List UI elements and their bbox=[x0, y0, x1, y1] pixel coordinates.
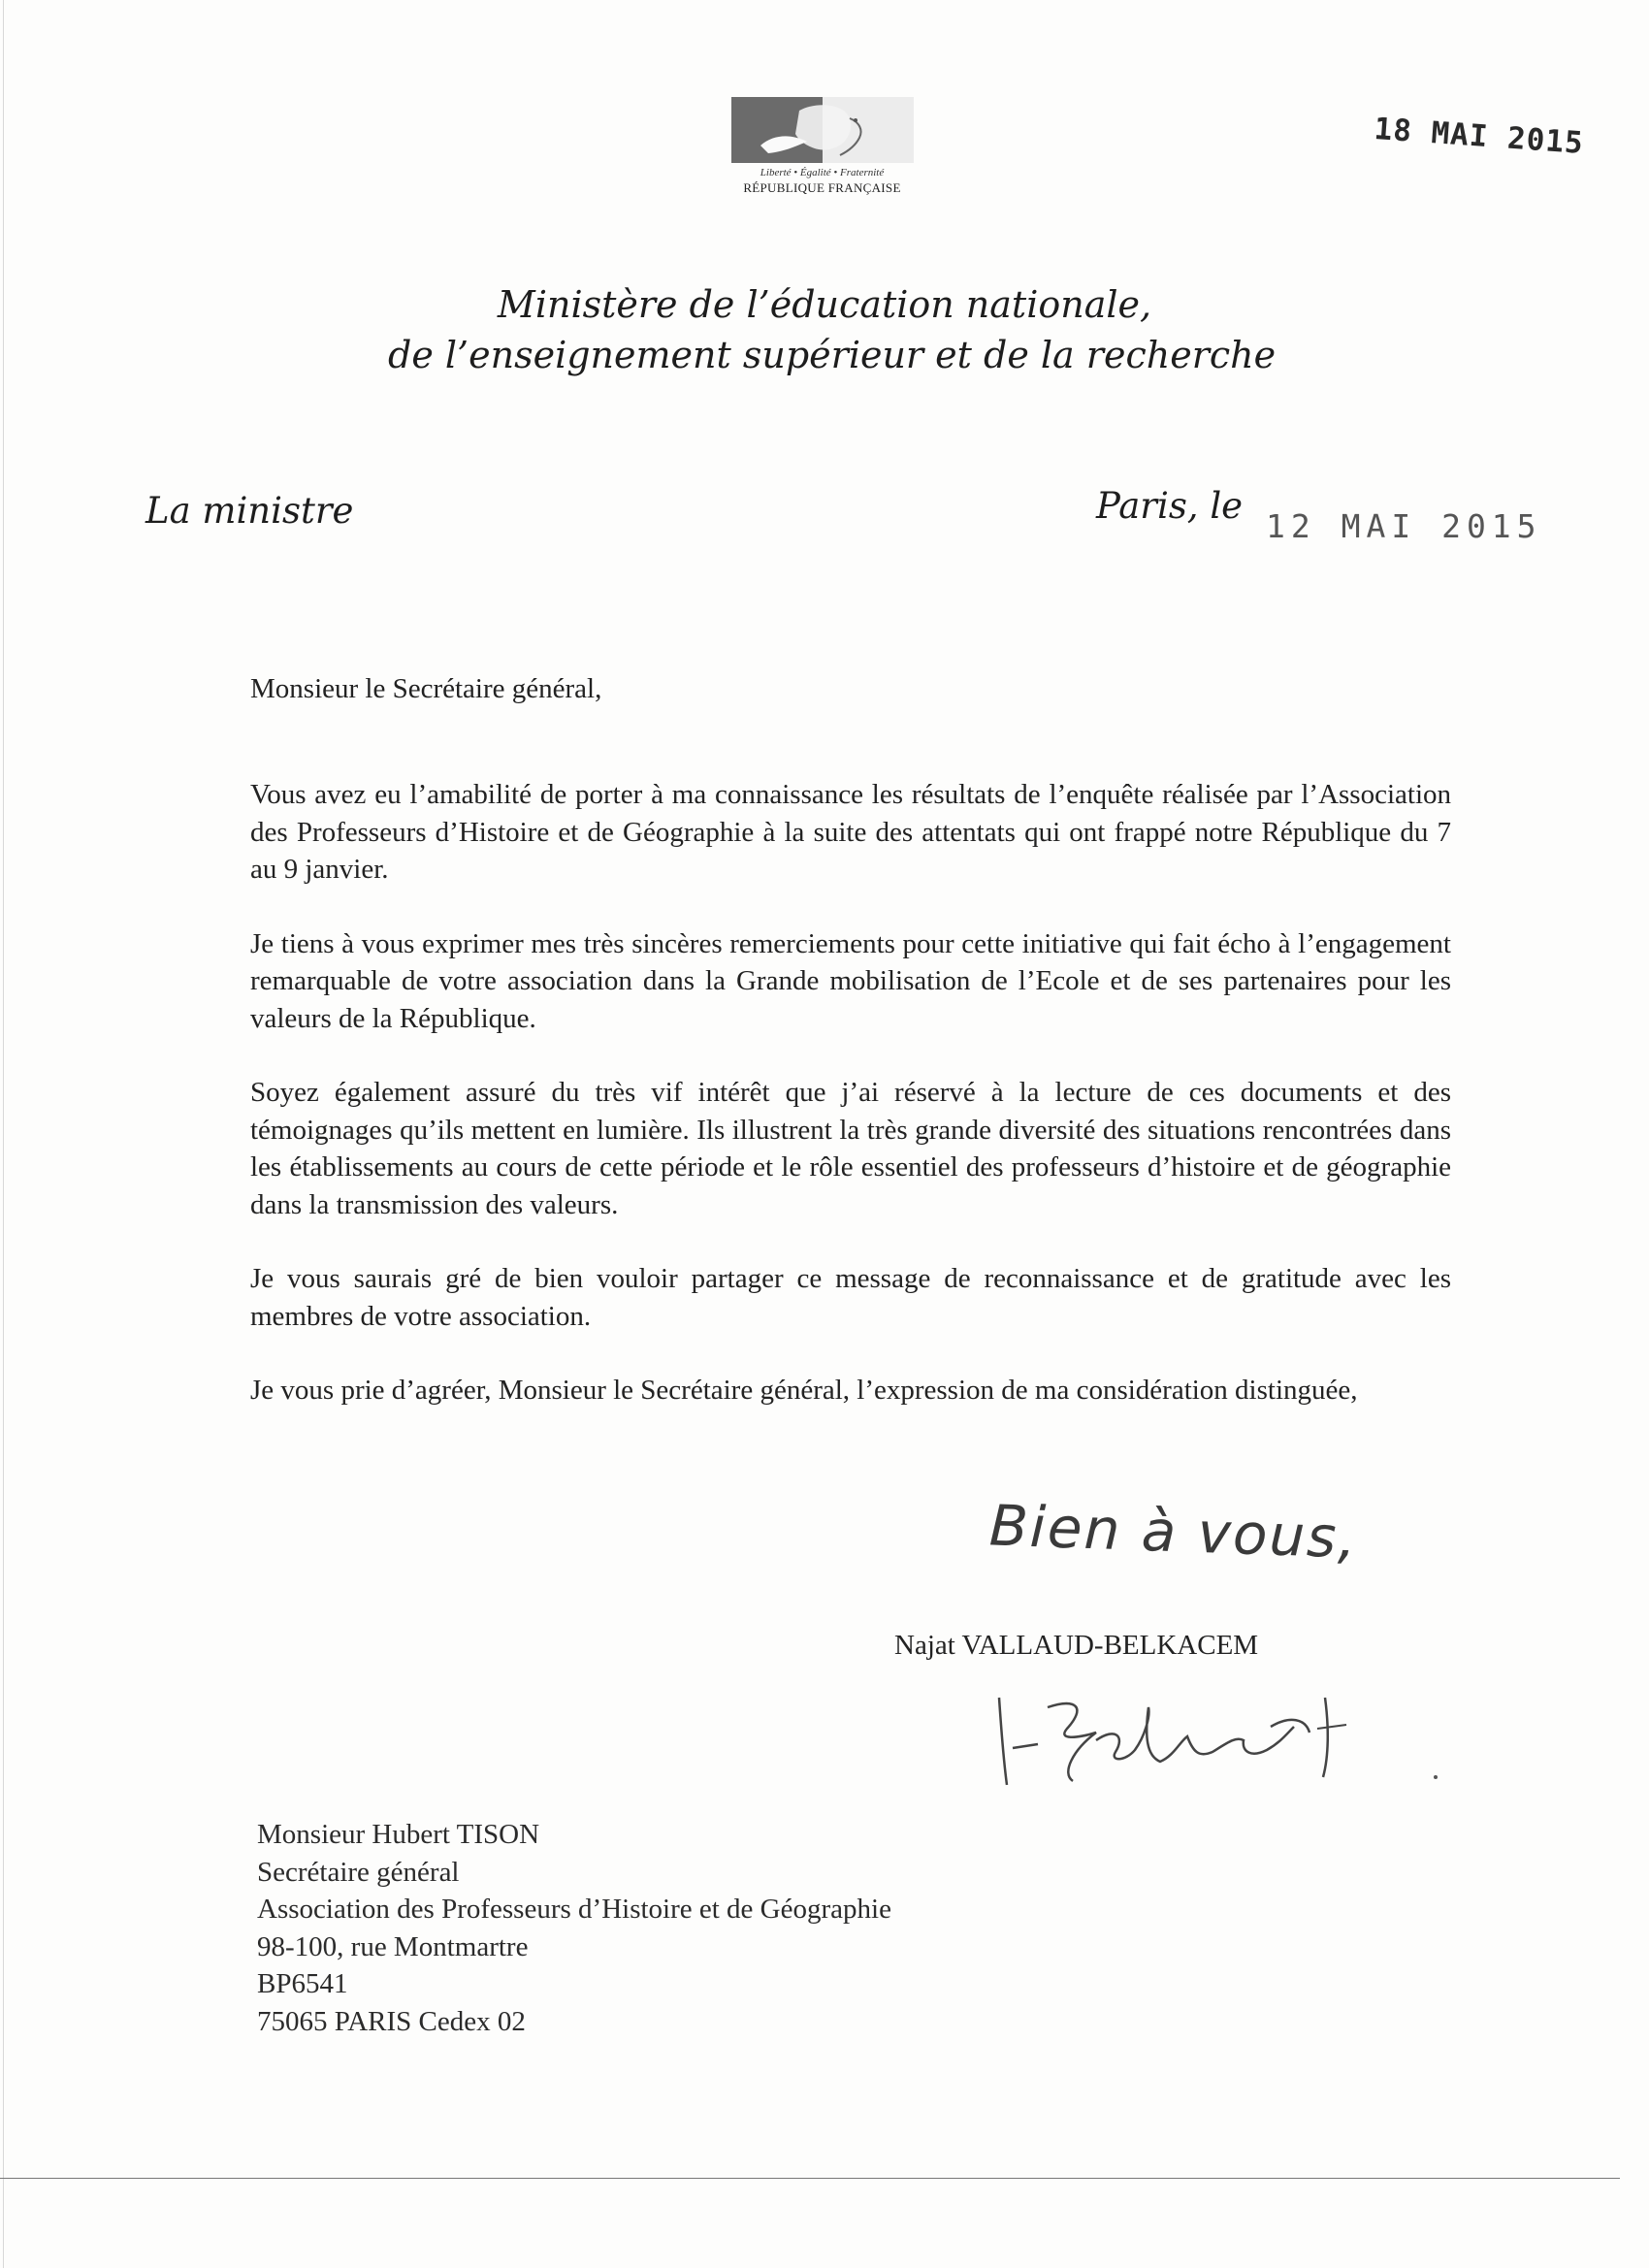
salutation: Monsieur le Secrétaire général, bbox=[250, 673, 602, 704]
recipient-address bbox=[257, 1816, 891, 2040]
paragraph: Vous avez eu l’amabilité de porter à ma connaissance les résultats de l’enquête réalisée par l’Association des Professeurs d’Histoire et de Géographie à la suite des attentats qui ont frappé notre République du 7 au 9 janvier. bbox=[250, 779, 1451, 885]
address-line: Monsieur Hubert TISON bbox=[257, 1819, 540, 1850]
address-line: 98-100, rue Montmartre bbox=[257, 1930, 529, 1962]
address-line: 75065 PARIS Cedex 02 bbox=[257, 2005, 526, 2037]
address-line: Association des Professeurs d’Histoire et de Géographie bbox=[257, 1894, 891, 1925]
letter-body bbox=[250, 776, 1451, 1446]
handwritten-closing: Bien à vous, bbox=[987, 1492, 1360, 1571]
signer-title: La ministre bbox=[146, 490, 354, 532]
paragraph: Je vous prie d’agréer, Monsieur le Secrétaire général, l’expression de ma considération distinguée, bbox=[250, 1375, 1358, 1406]
address-line: Secrétaire général bbox=[257, 1856, 460, 1888]
paragraph: Soyez également assuré du très vif intérêt que j’ai réservé à la lecture de ces documents et des témoignages qu’ils mettent en lumière. Ils illustrent la très grande diversité des situations rencontrées dans les établissements au cours de cette période et le rôle essentiel des professeurs d’histoire et de géographie dans la transmission des valeurs. bbox=[250, 1077, 1451, 1220]
logo-motto: Liberté • Égalité • Fraternité bbox=[760, 167, 885, 178]
address-line: BP6541 bbox=[257, 1968, 348, 1999]
signature-icon bbox=[980, 1669, 1445, 1795]
republique-francaise-logo bbox=[728, 97, 917, 196]
logo-name: RÉPUBLIQUE FRANÇAISE bbox=[743, 180, 901, 195]
paragraph: Je vous saurais gré de bien vouloir partager ce message de reconnaissance et de gratitude avec les membres de votre association. bbox=[250, 1263, 1451, 1332]
ministry-heading bbox=[388, 279, 1277, 380]
signer-name: Najat VALLAUD-BELKACEM bbox=[894, 1630, 1259, 1661]
place-label: Paris, le bbox=[1096, 485, 1244, 527]
ministry-line-1: Ministère de l’éducation nationale, bbox=[497, 283, 1152, 326]
ministry-line-2: de l’enseignement supérieur et de la recherche bbox=[388, 334, 1277, 376]
footer-rule bbox=[0, 2178, 1620, 2179]
scan-edge bbox=[3, 0, 4, 2268]
paragraph: Je tiens à vous exprimer mes très sincères remerciements pour cette initiative qui fait écho à l’engagement remarquable de votre association dans la Grande mobilisation de l’Ecole et de ses partenaires pour les valeurs de la République. bbox=[250, 927, 1451, 1034]
received-date-stamp: 18 MAI 2015 bbox=[1373, 112, 1585, 162]
marianne-logo-icon bbox=[731, 97, 914, 163]
date-stamp: 12 MAI 2015 bbox=[1266, 507, 1542, 545]
